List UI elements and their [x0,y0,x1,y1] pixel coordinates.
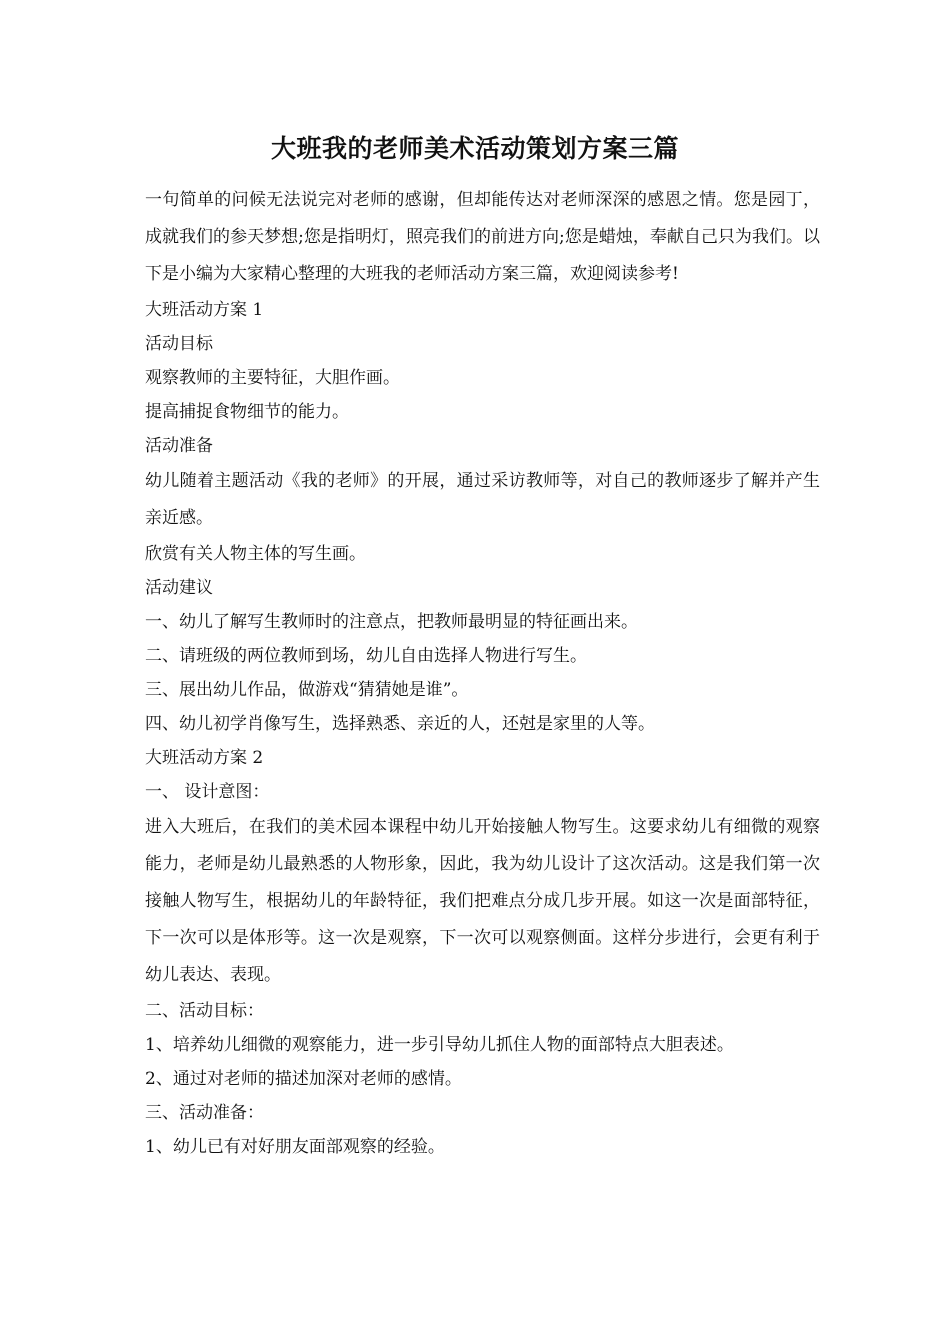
paragraph: 欣赏有关人物主体的写生画。 [145,544,366,564]
intro-paragraph: 一句简单的问候无法说完对老师的感谢，但却能传达对老师深深的感恩之情。您是园丁，成就我们的参天梦想;您是指明灯，照亮我们的前进方向;您是蜡烛，奉献自己只为我们。以下是小编为大家精心整理的大班我的老师活动方案三篇，欢迎阅读参考! [145,190,820,284]
subheading-goals-2: 二、活动目标： [145,1001,264,1021]
subheading-design-intent: 一、 设计意图： [145,782,270,802]
subheading-preparation-2: 三、活动准备： [145,1103,264,1123]
paragraph: 进入大班后，在我们的美术园本课程中幼儿开始接触人物写生。这要求幼儿有细微的观察能力，老师是幼儿最熟悉的人物形象，因此，我为幼儿设计了这次活动。这是我们第一次接触人物写生，根据幼儿的年龄特征，我们把难点分成几步开展。如这一次是面部特征，下一次可以是体形等。这一次是观察，下一次可以观察侧面。这样分步进行，会更有利于幼儿表达、表现。 [145,817,820,985]
section-heading-plan-2: 大班活动方案 2 [145,748,264,768]
document-body [145,182,820,1164]
paragraph: 提高捕捉食物细节的能力。 [145,402,349,422]
subheading-suggestions: 活动建议 [145,578,213,598]
list-item: 一、幼儿了解写生教师时的注意点，把教师最明显的特征画出来。 [145,612,638,632]
paragraph: 观察教师的主要特征，大胆作画。 [145,368,400,388]
list-item: 2、通过对老师的描述加深对老师的感情。 [145,1069,462,1089]
list-item: 二、请班级的两位教师到场，幼儿自由选择人物进行写生。 [145,646,587,666]
document-title: 大班我的老师美术活动策划方案三篇 [270,134,679,163]
list-item: 四、幼儿初学肖像写生，选择熟悉、亲近的人，还尅是家里的人等。 [145,714,655,734]
subheading-preparation: 活动准备 [145,436,213,456]
subheading-goals: 活动目标 [145,334,213,354]
list-item: 1、幼儿已有对好朋友面部观察的经验。 [145,1137,445,1157]
list-item: 三、展出幼儿作品，做游戏“猜猜她是谁”。 [145,680,469,700]
section-heading-plan-1: 大班活动方案 1 [145,300,264,320]
list-item: 1、培养幼儿细微的观察能力，进一步引导幼儿抓住人物的面部特点大胆表述。 [145,1035,734,1055]
paragraph: 幼儿随着主题活动《我的老师》的开展，通过采访教师等，对自己的教师逐步了解并产生亲近感。 [145,471,820,528]
